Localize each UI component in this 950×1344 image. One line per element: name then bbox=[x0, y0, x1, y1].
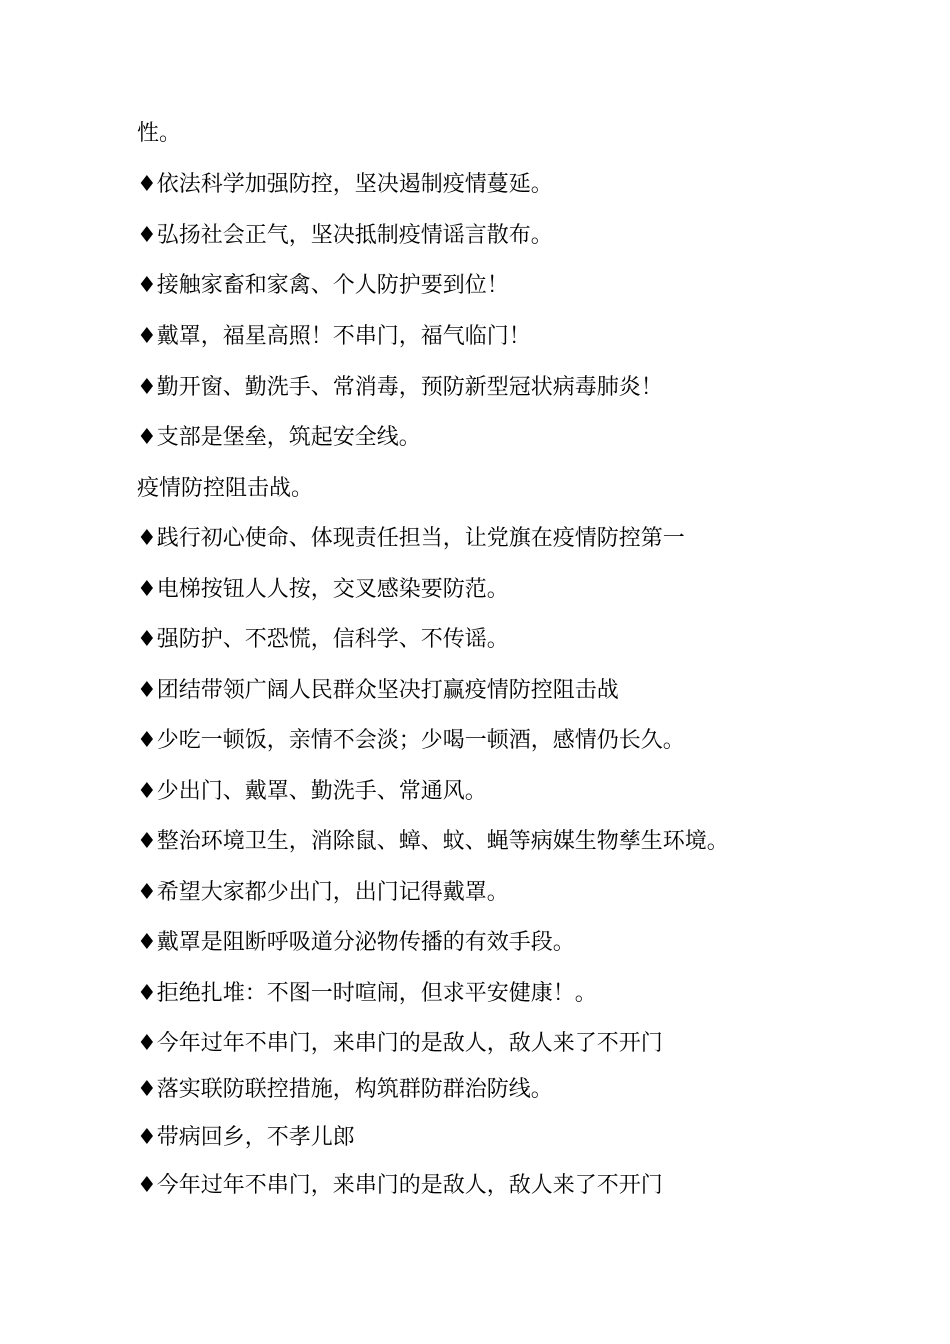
text-line: ♦戴罩，福星高照！不串门，福气临门！ bbox=[137, 324, 531, 349]
text-line: ♦今年过年不串门，来串门的是敌人，敌人来了不开门 bbox=[137, 1173, 663, 1198]
text-line: ♦拒绝扎堆：不图一时喧闹，但求平安健康！。 bbox=[137, 981, 597, 1006]
text-line: ♦践行初心使命、体现责任担当，让党旗在疫情防控第一 bbox=[137, 526, 685, 551]
text-line: ♦落实联防联控措施，构筑群防群治防线。 bbox=[137, 1077, 553, 1102]
text-line: ♦接触家畜和家禽、个人防护要到位！ bbox=[137, 273, 509, 298]
text-line: ♦弘扬社会正气，坚决抵制疫情谣言散布。 bbox=[137, 223, 553, 248]
text-line: ♦依法科学加强防控，坚决遏制疫情蔓延。 bbox=[137, 172, 553, 197]
text-line: ♦支部是堡垒，筑起安全线。 bbox=[137, 425, 421, 450]
text-line: ♦勤开窗、勤洗手、常消毒，预防新型冠状病毒肺炎！ bbox=[137, 375, 663, 400]
text-line: ♦带病回乡，不孝儿郎 bbox=[137, 1125, 355, 1150]
text-line: ♦整治环境卫生，消除鼠、蟑、蚊、蝇等病媒生物孳生环境。 bbox=[137, 829, 729, 854]
text-line: 性。 bbox=[137, 121, 182, 146]
text-line: ♦戴罩是阻断呼吸道分泌物传播的有效手段。 bbox=[137, 930, 575, 955]
text-line: ♦希望大家都少出门，出门记得戴罩。 bbox=[137, 880, 509, 905]
text-line: ♦电梯按钮人人按，交叉感染要防范。 bbox=[137, 577, 509, 602]
text-line: ♦强防护、不恐慌，信科学、不传谣。 bbox=[137, 627, 509, 652]
text-line: ♦今年过年不串门，来串门的是敌人，敌人来了不开门 bbox=[137, 1031, 663, 1056]
text-line: 疫情防控阻击战。 bbox=[137, 476, 314, 501]
text-line: ♦少吃一顿饭，亲情不会淡；少喝一顿酒，感情仍长久。 bbox=[137, 728, 685, 753]
text-line: ♦团结带领广阔人民群众坚决打赢疫情防控阻击战 bbox=[137, 678, 619, 703]
text-line: ♦少出门、戴罩、勤洗手、常通风。 bbox=[137, 779, 487, 804]
